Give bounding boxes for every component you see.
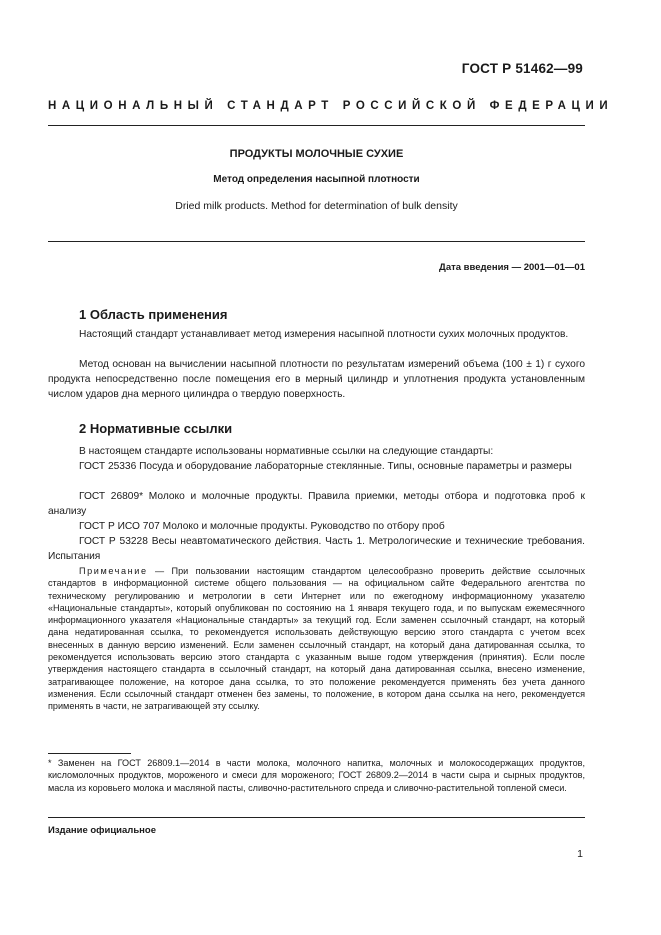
note-label: Примечание (79, 566, 148, 576)
footnote-divider (48, 753, 131, 754)
section-1-paragraph-1-text: Настоящий стандарт устанавливает метод измерения насыпной плотности сухих молочных продуктов. (79, 329, 569, 340)
bottom-divider (48, 817, 585, 818)
section-2-intro-text: В настоящем стандарте использованы нормативные ссылки на следующие стандарты: (79, 446, 494, 457)
title-divider (48, 241, 585, 242)
reference-text: ГОСТ 25336 Посуда и оборудование лабораторные стеклянные. Типы, основные параметры и размеры (79, 461, 572, 472)
note-block (48, 565, 585, 713)
reference-item (48, 459, 585, 474)
section-1-paragraph-1 (48, 327, 585, 342)
reference-text: ГОСТ Р ИСО 707 Молоко и молочные продукты. Руководство по отбору проб (79, 521, 445, 532)
introduction-date: Дата введения — 2001—01—01 (439, 262, 585, 273)
section-1-paragraph-2-text: Метод основан на вычислении насыпной плотности по результатам измерений объема (100 ± 1) г сухого продукта непосредственно после помещения его в мерный цилиндр и уплотнения продукта установленным числом ударов дна мерного цилиндра о твердую поверхность. (48, 359, 585, 401)
section-1-paragraph-2 (48, 357, 585, 403)
gost-number: ГОСТ Р 51462—99 (461, 61, 583, 76)
section-1-title: 1 Область применения (79, 307, 228, 322)
national-standard-heading: НАЦИОНАЛЬНЫЙ СТАНДАРТ РОССИЙСКОЙ ФЕДЕРАЦИИ (48, 100, 614, 112)
footnote-text: * Заменен на ГОСТ 26809.1—2014 в части молока, молочного напитка, молочных и молокосодержащих продуктов, кисломолочных продуктов, мороженого и смеси для мороженого; ГОСТ 26809.2—2014 в части сыра и сырных продуктов, масла из коровьего молока и масляной пасты, сливочно-растительного спреда и сливочно-растительной топленой смеси. (48, 758, 585, 793)
reference-text: ГОСТ Р 53228 Весы неавтоматического действия. Часть 1. Метрологические и технические требования. Испытания (48, 536, 585, 563)
section-2-intro (48, 444, 585, 459)
reference-item (48, 534, 585, 564)
note-text: — При пользовании настоящим стандартом целесообразно проверить действие ссылочных стандартов в информационной системе общего пользования — на официальном сайте Федерального агентства по техническому регулированию и метрологии в сети Интернет или по ежегодному информационному указателю «Национальные стандарты», который опубликован по состоянию на 1 января текущего года, и по выпускам ежемесячного информационного указателя «Национальные стандарты» за текущий год. Если заменен ссылочный стандарт, на который дана недатированная ссылка, то рекомендуется использовать действующую версию этого стандарта с учетом всех внесенных в данную версию изменений. Если заменен ссылочный стандарт, на который дана датированная ссылка, то рекомендуется использовать версию этого стандарта с указанным выше годом утверждения (принятия). Если после утверждения настоящего стандарта в ссылочный стандарт, на который дана датированная ссылка, внесено изменение, затрагивающее положение, на которое дана ссылка, то это положение рекомендуется применять без учета данного изменения. Если ссылочный стандарт отменен без замены, то положение, в котором дана ссылка на него, рекомендуется применять в части, не затрагивающей эту ссылку. (48, 566, 585, 712)
reference-item (48, 519, 585, 534)
reference-item (48, 489, 585, 519)
section-2-title: 2 Нормативные ссылки (79, 421, 233, 436)
document-subtitle: Метод определения насыпной плотности (213, 174, 420, 185)
document-title: ПРОДУКТЫ МОЛОЧНЫЕ СУХИЕ (229, 148, 404, 160)
top-divider (48, 125, 585, 126)
edition-label: Издание официальное (48, 825, 156, 836)
document-title-english: Dried milk products. Method for determination of bulk density (175, 200, 458, 212)
footnote (48, 757, 585, 794)
reference-text: ГОСТ 26809* Молоко и молочные продукты. Правила приемки, методы отбора и подготовка проб к анализу (48, 491, 585, 518)
page-number: 1 (577, 848, 583, 860)
